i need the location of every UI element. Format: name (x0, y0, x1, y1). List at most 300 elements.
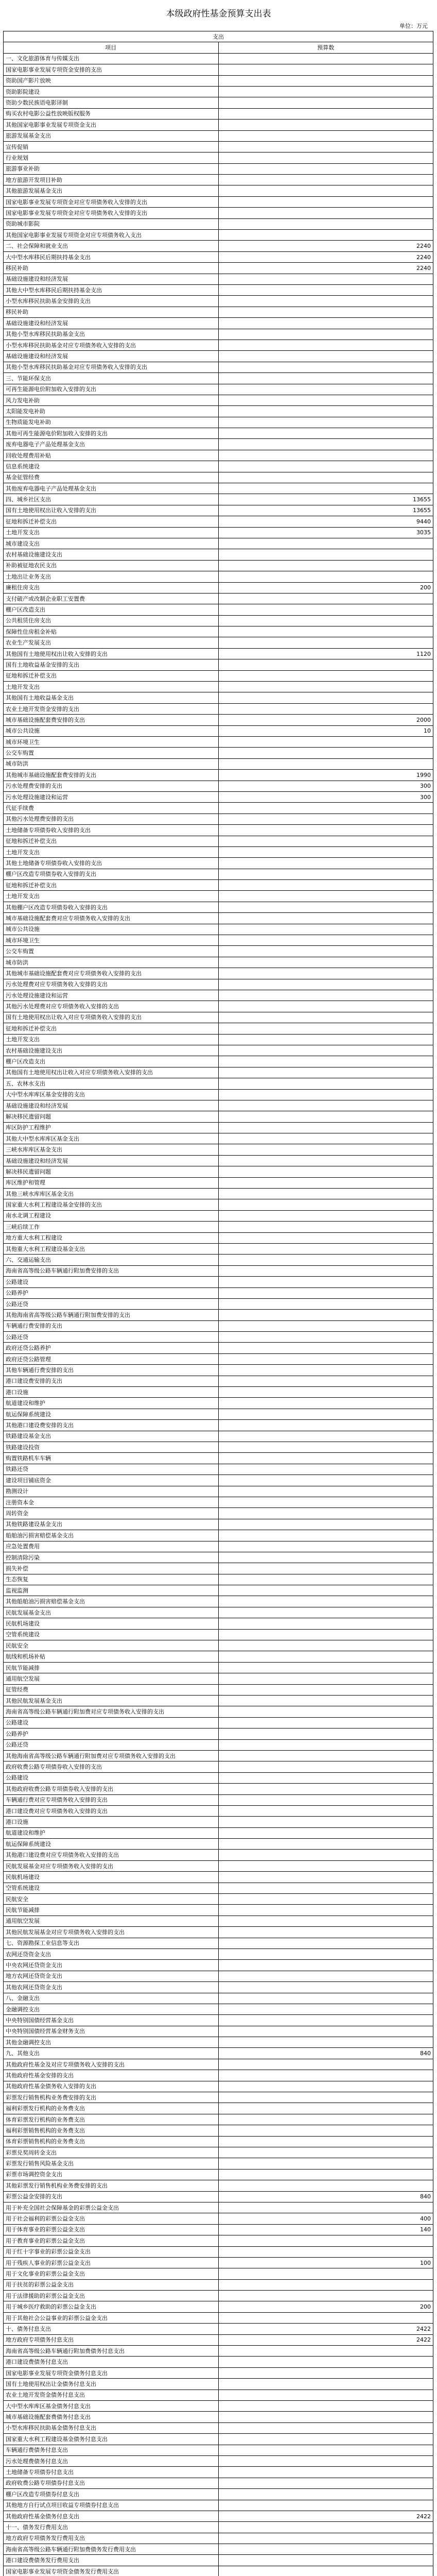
row-value (218, 1938, 433, 1948)
table-row (4, 825, 433, 836)
row-value (218, 1320, 433, 1331)
row-label: 地方政府专项债务发行费用支出 (4, 2533, 219, 2544)
row-label: 大中型水库库区基金债务付息支出 (4, 2400, 219, 2411)
table-row (4, 781, 433, 791)
row-value (218, 2566, 433, 2576)
table-row (4, 2103, 433, 2114)
table-row (4, 1210, 433, 1221)
table-row (4, 2357, 433, 2367)
row-value (218, 1332, 433, 1343)
table-row (4, 682, 433, 692)
table-row (4, 803, 433, 814)
row-value (218, 2169, 433, 2180)
table-row (4, 1277, 433, 1287)
row-value (218, 2125, 433, 2136)
row-value (218, 2522, 433, 2533)
table-row (4, 1883, 433, 1893)
row-label: 代征手续费 (4, 803, 219, 814)
table-row (4, 924, 433, 935)
row-label: 金融调控支出 (4, 2004, 219, 2014)
row-label: 海南省高等级公路车辆通行附加费安排的支出 (4, 1265, 219, 1276)
row-value (218, 1872, 433, 1883)
row-label: 用于补充全国社会保障基金的彩票公益金支出 (4, 2202, 219, 2213)
row-value: 200 (218, 582, 433, 593)
row-label: 海南省高等级公路车辆通行附加费对应专项债务收入安排的支出 (4, 1706, 219, 1717)
table-row (4, 979, 433, 990)
row-label: 国有土地收益基金安排的支出 (4, 659, 219, 670)
row-value (218, 2246, 433, 2257)
row-value (218, 1585, 433, 1596)
row-value (218, 1772, 433, 1783)
table-row (4, 1067, 433, 1078)
table-row (4, 1442, 433, 1453)
row-label: 基础设施建设和经济发展 (4, 1155, 219, 1166)
row-value (218, 1519, 433, 1530)
row-value (218, 340, 433, 350)
row-label: 城市防洪 (4, 957, 219, 968)
table-row (4, 1387, 433, 1398)
row-label: 公路还贷 (4, 1332, 219, 1343)
table-row (4, 86, 433, 97)
row-value (218, 2489, 433, 2500)
table-row (4, 2059, 433, 2070)
row-label: 解决移民遗留问题 (4, 1111, 219, 1122)
table-row (4, 1287, 433, 1298)
row-value (218, 2555, 433, 2566)
row-label: 城市公共设施 (4, 924, 219, 935)
table-row (4, 1353, 433, 1364)
row-label: 地方农网还贷资金支出 (4, 1971, 219, 1981)
row-value (218, 1298, 433, 1309)
table-row (4, 527, 433, 538)
row-value (218, 814, 433, 824)
row-value (218, 1673, 433, 1684)
table-row (4, 1398, 433, 1409)
row-label: 土地开发支出 (4, 682, 219, 692)
row-label: 基础设施建设和经济发展 (4, 1100, 219, 1111)
table-row (4, 1993, 433, 2004)
table-row (4, 1640, 433, 1651)
row-value (218, 1111, 433, 1122)
table-row (4, 913, 433, 924)
row-value (218, 670, 433, 681)
row-label: 其他旅游发展基金支出 (4, 185, 219, 196)
table-row (4, 1100, 433, 1111)
row-value (218, 979, 433, 990)
row-label: 三峡水库库区基金支出 (4, 1144, 219, 1155)
row-label: 库区维护和管理 (4, 1177, 219, 1188)
table-row (4, 2346, 433, 2357)
row-label: 城市基础设施配套费对应专项债务收入安排的支出 (4, 913, 219, 924)
row-value (218, 1177, 433, 1188)
table-row (4, 737, 433, 748)
row-label: 其他政府性基金安排的支出 (4, 2070, 219, 2081)
table-row (4, 1420, 433, 1431)
table-row (4, 1243, 433, 1254)
row-label: 资助城市影院 (4, 218, 219, 229)
table-row (4, 196, 433, 207)
row-label: 小型水库移民扶助基金对应专项债务收入安排的支出 (4, 340, 219, 350)
table-row (4, 1860, 433, 1871)
row-label: 港口设施 (4, 1817, 219, 1827)
row-value (218, 1265, 433, 1276)
row-label: 城市防洪 (4, 758, 219, 769)
row-label: 福利彩票发行机构的业务费支出 (4, 2103, 219, 2114)
row-value (218, 1916, 433, 1926)
row-label: 地方重大水利工程建设 (4, 1232, 219, 1243)
row-value (218, 1475, 433, 1486)
row-label: 污水处理费对应专项债务收入安排的支出 (4, 979, 219, 990)
row-value (218, 2544, 433, 2555)
table-row (4, 1530, 433, 1541)
table-row (4, 2389, 433, 2400)
row-label: 中央农网还贷资金支出 (4, 1960, 219, 1971)
row-label: 其他民航发展基金对应专项债务收入安排的支出 (4, 1927, 219, 1938)
row-label: 通用航空发展 (4, 1916, 219, 1926)
table-row (4, 1607, 433, 1618)
row-value (218, 472, 433, 483)
table-row (4, 1332, 433, 1343)
table-row (4, 2511, 433, 2521)
table-row (4, 604, 433, 615)
table-row (4, 1376, 433, 1386)
table-row (4, 957, 433, 968)
row-value (218, 902, 433, 912)
table-row (4, 1552, 433, 1563)
row-value (218, 803, 433, 814)
row-label: 污水处理设施建设和运营 (4, 990, 219, 1001)
table-row (4, 2235, 433, 2246)
table-row (4, 53, 433, 64)
table-row (4, 2367, 433, 2378)
row-value (218, 1166, 433, 1177)
row-value: 400 (218, 2213, 433, 2224)
table-row (4, 120, 433, 130)
row-label: 其他城市基础设施配套费对应专项债务收入安排的支出 (4, 968, 219, 979)
row-value: 2240 (218, 251, 433, 262)
row-label: 其他国有土地收益基金支出 (4, 692, 219, 703)
table-row (4, 1784, 433, 1794)
table-row (4, 1320, 433, 1331)
row-value (218, 1905, 433, 1916)
table-row (4, 1122, 433, 1133)
table-row (4, 1012, 433, 1023)
table-row (4, 748, 433, 758)
row-value (218, 1629, 433, 1640)
row-value (218, 858, 433, 869)
row-value (218, 64, 433, 75)
table-row (4, 1563, 433, 1574)
row-label: 购买农村电影公益性放映版权服务 (4, 108, 219, 119)
row-label: 廉租住房支出 (4, 582, 219, 593)
table-row (4, 1265, 433, 1276)
row-label: 其他小型水库移民扶助基金支出 (4, 329, 219, 340)
row-value (218, 913, 433, 924)
row-label: 征地和拆迁补偿支出 (4, 880, 219, 891)
table-row (4, 64, 433, 75)
row-value (218, 450, 433, 461)
row-label: 政府收费公路专项债券付息支出 (4, 2478, 219, 2488)
table-row (4, 814, 433, 824)
row-value (218, 968, 433, 979)
table-row (4, 2246, 433, 2257)
row-value (218, 2312, 433, 2323)
table-row (4, 1739, 433, 1750)
row-label: 监视监测 (4, 1585, 219, 1596)
row-value (218, 1541, 433, 1552)
row-value (218, 1860, 433, 1871)
table-row (4, 2324, 433, 2334)
table-row (4, 2533, 433, 2544)
row-label: 旅游事业补助 (4, 163, 219, 174)
row-label: 福利彩票销售机构的业务费支出 (4, 2125, 219, 2136)
row-value (218, 1971, 433, 1981)
table-row (4, 318, 433, 329)
table-row (4, 1805, 433, 1816)
row-label: 土地储备专项债券付息支出 (4, 2467, 219, 2478)
row-value (218, 1486, 433, 1497)
row-label: 港口建设费安排的支出 (4, 1376, 219, 1386)
table-row (4, 725, 433, 736)
table-row (4, 2213, 433, 2224)
table-row (4, 1817, 433, 1827)
row-label: 体育彩票销售机构的业务费支出 (4, 2136, 219, 2147)
row-label: 资助少数民族语电影译制 (4, 97, 219, 108)
row-label: 移民补助 (4, 263, 219, 274)
table-row (4, 1111, 433, 1122)
row-value (218, 1189, 433, 1199)
row-value (218, 1563, 433, 1574)
row-value (218, 120, 433, 130)
row-label: 农业土地开发资金债务付息支出 (4, 2389, 219, 2400)
row-label: 勘测设计 (4, 1486, 219, 1497)
row-label: 其他三峡水库库区基金支出 (4, 1189, 219, 1199)
row-label: 基础设施建设和经济发展 (4, 274, 219, 284)
row-value (218, 538, 433, 549)
row-label: 其他重大水利工程建设基金支出 (4, 1243, 219, 1254)
row-value (218, 659, 433, 670)
row-value (218, 2004, 433, 2014)
row-value (218, 571, 433, 582)
row-value (218, 230, 433, 241)
table-row (4, 1508, 433, 1519)
row-value (218, 1640, 433, 1651)
row-value (218, 1045, 433, 1056)
table-row (4, 296, 433, 307)
row-label: 海南省高等级公路车辆通行附加费债务付息支出 (4, 2346, 219, 2357)
table-row (4, 2379, 433, 2389)
table-row (4, 1596, 433, 1607)
table-row (4, 185, 433, 196)
row-label: 污水处理费安排的支出 (4, 781, 219, 791)
row-value (218, 428, 433, 439)
row-label: 土地开发支出 (4, 846, 219, 857)
table-row (4, 2136, 433, 2147)
row-label: 应急处置费用 (4, 1541, 219, 1552)
row-label: 其他污水处理费对应专项债务收入安排的支出 (4, 1001, 219, 1012)
table-row (4, 274, 433, 284)
row-label: 公共租赁住房支出 (4, 615, 219, 626)
row-label: 中央特别国债经营基金支出 (4, 2015, 219, 2026)
row-value (218, 2500, 433, 2511)
row-label: 支付破产或改制企业职工安置费 (4, 593, 219, 604)
row-label: 国家电影事业发展专项资金对应专项债务收入安排的支出 (4, 208, 219, 218)
row-label: 用于城乡医疗救助的彩票公益金支出 (4, 2301, 219, 2312)
table-row (4, 2224, 433, 2235)
row-value (218, 615, 433, 626)
table-row (4, 241, 433, 251)
row-value (218, 175, 433, 185)
row-label: 航线和机场补贴 (4, 1651, 219, 1662)
row-label: 民航发展基金对应专项债务收入安排的支出 (4, 1860, 219, 1871)
table-row (4, 648, 433, 659)
row-value (218, 1508, 433, 1519)
table-row (4, 2467, 433, 2478)
header-columns-row (4, 42, 433, 53)
table-row (4, 2291, 433, 2301)
table-row (4, 450, 433, 461)
row-value (218, 2357, 433, 2367)
row-value (218, 1343, 433, 1353)
table-row (4, 2015, 433, 2026)
table-row (4, 1365, 433, 1376)
row-label: 用于红十字事业的彩票公益金支出 (4, 2246, 219, 2257)
row-value: 10 (218, 725, 433, 736)
table-row (4, 1519, 433, 1530)
row-value (218, 2291, 433, 2301)
table-row (4, 1761, 433, 1772)
table-row (4, 1618, 433, 1629)
row-value (218, 692, 433, 703)
row-value (218, 1750, 433, 1761)
table-row (4, 97, 433, 108)
row-value (218, 2180, 433, 2191)
row-label: 空管系统建设 (4, 1883, 219, 1893)
row-label: 公路建设 (4, 1717, 219, 1728)
row-value (218, 196, 433, 207)
table-row (4, 130, 433, 141)
row-value (218, 141, 433, 152)
row-label: 其他农网还贷资金支出 (4, 1982, 219, 1993)
table-row (4, 163, 433, 174)
table-row (4, 902, 433, 912)
row-value (218, 1552, 433, 1563)
row-value (218, 1948, 433, 1959)
row-label: 六、交通运输支出 (4, 1255, 219, 1265)
table-row (4, 2158, 433, 2169)
table-row (4, 1662, 433, 1673)
row-value (218, 329, 433, 340)
row-label: 移民补助 (4, 307, 219, 317)
row-label: 四、城乡社区支出 (4, 494, 219, 505)
row-label: 通用航空发展 (4, 1673, 219, 1684)
row-value (218, 2147, 433, 2158)
row-label: 彩票市场调控资金支出 (4, 2169, 219, 2180)
row-label: 太阳能发电补助 (4, 406, 219, 417)
row-value (218, 1232, 433, 1243)
row-label: 车辆通行费债务付息支出 (4, 2445, 219, 2455)
row-label: 其他车辆通行费安排的支出 (4, 1365, 219, 1376)
row-value (218, 682, 433, 692)
table-row (4, 395, 433, 405)
row-value (218, 946, 433, 957)
table-row (4, 2334, 433, 2345)
table-row (4, 1839, 433, 1850)
row-label: 国有土地使用权出让收入安排的支出 (4, 505, 219, 516)
row-value (218, 1618, 433, 1629)
row-label: 棚户区改造支出 (4, 1056, 219, 1067)
row-value (218, 296, 433, 307)
row-label: 购置铁路机车车辆 (4, 1453, 219, 1464)
table-row (4, 1684, 433, 1695)
table-row (4, 417, 433, 428)
table-row (4, 2555, 433, 2566)
row-label: 棚户区改造支出 (4, 604, 219, 615)
table-row (4, 494, 433, 505)
row-label: 可再生能源电价附加收入安排的支出 (4, 384, 219, 395)
row-value (218, 1794, 433, 1805)
row-label: 其他废弃电器电子产品处理基金支出 (4, 483, 219, 494)
row-value (218, 593, 433, 604)
row-value (218, 1761, 433, 1772)
table-row (4, 2455, 433, 2466)
table-row (4, 2125, 433, 2136)
row-label: 土地出让业务支出 (4, 571, 219, 582)
row-value (218, 1717, 433, 1728)
row-value (218, 1100, 433, 1111)
row-value (218, 1894, 433, 1905)
table-row (4, 373, 433, 384)
row-value (218, 1497, 433, 1507)
row-value (218, 130, 433, 141)
table-row (4, 2544, 433, 2555)
row-value (218, 880, 433, 891)
row-label: 国家电影事业发展专项资金债务付息支出 (4, 2367, 219, 2378)
row-label: 用于其他社会公益事业的彩票公益金支出 (4, 2312, 219, 2323)
row-value (218, 1001, 433, 1012)
row-value (218, 2158, 433, 2169)
row-value (218, 1442, 433, 1453)
row-value: 2240 (218, 263, 433, 274)
row-value (218, 1960, 433, 1971)
row-value: 9440 (218, 516, 433, 527)
row-value (218, 2467, 433, 2478)
row-value (218, 2434, 433, 2445)
table-row (4, 108, 433, 119)
table-row (4, 1310, 433, 1320)
row-value (218, 2015, 433, 2026)
row-label: 航运保障系统建设 (4, 1409, 219, 1419)
row-value: 2000 (218, 715, 433, 725)
row-label: 公路还贷 (4, 1298, 219, 1309)
table-row (4, 1673, 433, 1684)
row-value (218, 2268, 433, 2279)
table-row (4, 152, 433, 163)
row-value (218, 2059, 433, 2070)
row-label: 用于残疾人事业的彩票公益金支出 (4, 2257, 219, 2268)
row-value (218, 2070, 433, 2081)
row-label: 铁路还贷 (4, 1464, 219, 1475)
row-value (218, 1596, 433, 1607)
row-label: 其他政府性基金债务收入安排的支出 (4, 2081, 219, 2092)
row-label: 基础设施建设和经济发展 (4, 351, 219, 362)
row-label: 七、资源勘探工业信息等支出 (4, 1938, 219, 1948)
table-row (4, 1794, 433, 1805)
row-label: 注册资本金 (4, 1497, 219, 1507)
table-row (4, 2191, 433, 2202)
table-row (4, 935, 433, 946)
row-label: 其他可再生能源电价附加收入安排的支出 (4, 428, 219, 439)
